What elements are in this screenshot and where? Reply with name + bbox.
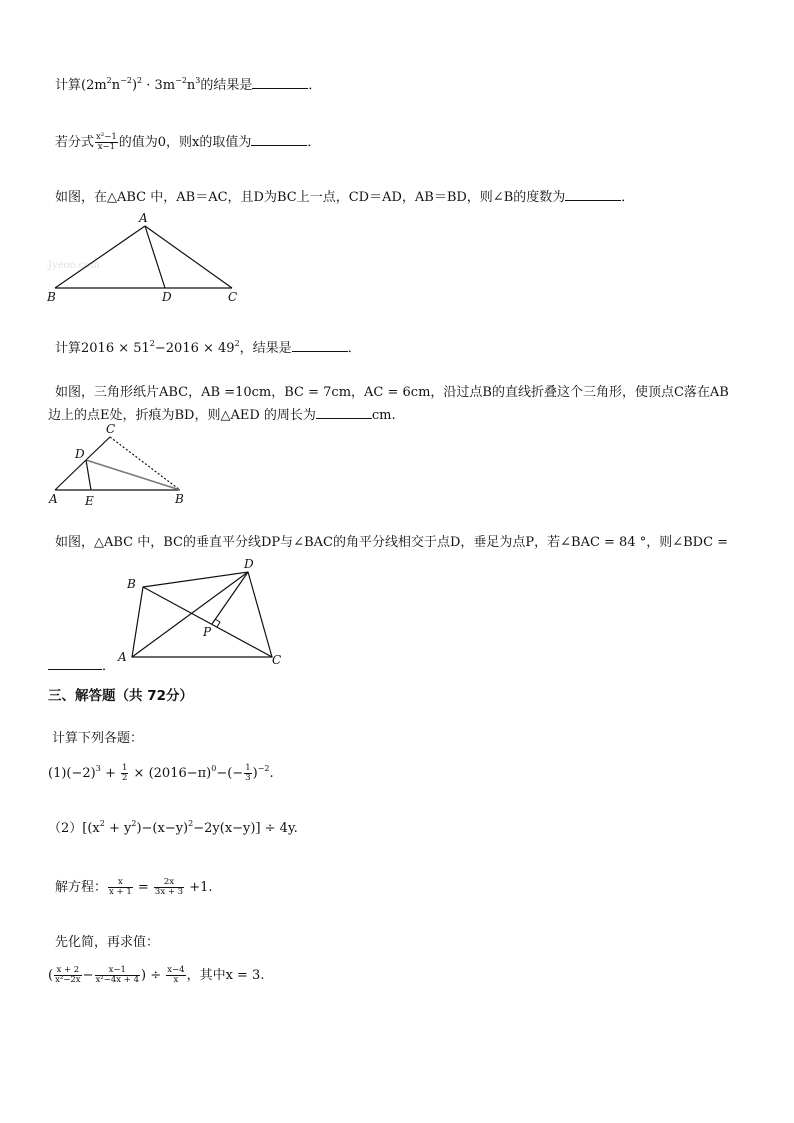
question-7-part-1: $(1)(-2)^3$ + $\frac{1}{2}$ × $(2016-\pi)^0-(-$ $\frac{1}{3}$ )$^{-2}$. xyxy=(48,763,274,783)
label-a: A xyxy=(49,492,58,506)
label-c: C xyxy=(272,653,282,667)
answer-blank[interactable] xyxy=(48,657,102,670)
question-5-line-2: 边上的点E处，折痕为BD，则△AED 的周长为 cm. xyxy=(48,408,396,423)
question-6-answer: ． xyxy=(48,657,115,675)
question-9-expression: ( $\frac{x + 2}{\text{x²−2x}}$ − $\frac{x-1}{\text{x²−4x + 4}}$ ) ÷ $\frac{x-4}{x}$ ，其中x = 3. xyxy=(48,965,265,985)
question-9-intro: 先化简，再求值： xyxy=(55,935,160,950)
question-3: 如图，在△ABC 中，AB＝AC，且D为BC上一点，CD＝AD，AB＝BD，则∠B的度数为 ． xyxy=(55,190,635,205)
label-a: A xyxy=(118,650,127,664)
segment-dp xyxy=(212,572,248,624)
label-d: D xyxy=(244,557,254,571)
segment-bc xyxy=(143,587,272,657)
label-b: B xyxy=(127,577,136,591)
label-b: B xyxy=(47,290,56,304)
question-5-line-1: 如图，三角形纸片ABC，AB =10cm，BC = 7cm，AC = 6cm，沿过点B的直线折叠这个三角形，使顶点C落在AB xyxy=(55,385,729,400)
segment-ad xyxy=(132,572,248,657)
watermark: Jyeoo.com xyxy=(48,260,100,271)
label-d: D xyxy=(75,447,85,461)
label-c: C xyxy=(106,422,116,436)
section-title: 三、解答题（共 72分） xyxy=(48,688,193,704)
label-d: D xyxy=(162,290,172,304)
question-8: 解方程： $\frac{x}{x + 1}$ = $\frac{2x}{3x + 3}$ +1. xyxy=(55,877,213,897)
fraction: $\frac{\text{x²−1}}{x-1}$ xyxy=(96,132,117,152)
quadrilateral-bdca xyxy=(132,572,272,657)
label-c: C xyxy=(228,290,238,304)
question-6: 如图，△ABC 中，BC的垂直平分线DP与∠BAC的角平分线相交于点D，垂足为点P，若∠BAC = 84 °，则∠BDC = xyxy=(55,535,729,550)
question-4: 计算$2016 \times 51^2-2016 \times 49^2$，结果是 ． xyxy=(55,339,361,356)
question-7-intro: 计算下列各题： xyxy=(52,731,144,746)
label-b: B xyxy=(175,492,184,506)
question-1: 计算$(2m^2n^{-2})^2 \cdot 3m^{-2}n^3$的结果是 ． xyxy=(55,76,322,93)
question-7-part-2: $(2)[(x^2 + y^2)-(x-y)^2-2y(x-y)] \div 4y$. xyxy=(48,819,298,836)
question-2: 若分式 $\frac{\text{x²−1}}{x-1}$ 的值为0，则x的取值为 ． xyxy=(55,132,321,152)
label-p: P xyxy=(203,625,212,639)
label-a: A xyxy=(139,211,148,225)
label-e: E xyxy=(85,494,94,508)
